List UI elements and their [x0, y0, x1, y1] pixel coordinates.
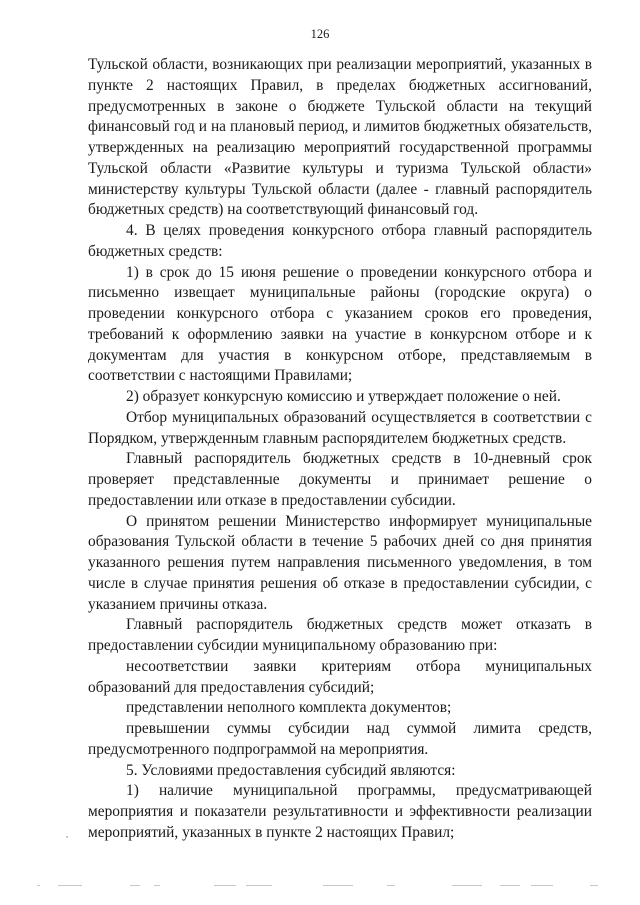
paragraph-selection: Отбор муниципальных образований осуществляется в соответствии с Порядком, утвержденным главным распорядителем бюджетных средств.: [88, 408, 592, 447]
paragraph-item-5: 5. Условиями предоставления субсидий являются:: [126, 761, 456, 779]
paragraph-refusal-2: представлении неполного комплекта документов;: [126, 699, 452, 717]
paragraph-item-4: 4. В целях проведения конкурсного отбора главный распорядитель бюджетных средств:: [88, 222, 592, 260]
paragraph-item-4-1: 1) в срок до 15 июня решение о проведении конкурсного отбора и письменно извещает муниципальные районы (городские округа) о проведении конкурсного отбора с указанием сроков его проведения, требований к оформлению заявки на участие в конкурсном отборе и к документам для участия в конкурсном отборе, представляемым в соответствии с настоящими Правилами;: [88, 263, 592, 385]
paragraph-item-5-1: 1) наличие муниципальной программы, предусматривающей мероприятия и показатели результативности и эффективности реализации мероприятий, указанных в пункте 2 настоящих Правил;: [88, 782, 592, 841]
paragraph-item-4-2: 2) образует конкурсную комиссию и утверждает положение о ней.: [126, 388, 561, 405]
paragraph-continuation: Тульской области, возникающих при реализации мероприятий, указанных в пункте 2 настоящих Правил, в пределах бюджетных ассигнований, предусмотренных в законе о бюджете Тульской области на текущий финансовый год и на плановый период, и лимитов бюджетных обязательств, утвержденных на реализацию мероприятий государственной программы Тульской области «Развитие культуры и туризма Тульской области» министерству культуры Тульской области (далее - главный распорядитель бюджетных средств) на соответствующий финансовый год.: [88, 56, 592, 219]
document-body: [88, 55, 592, 844]
paragraph-refusal-1: несоответствии заявки критериям отбора муниципальных образований для предоставления субсидий;: [88, 657, 592, 696]
page-number: 126: [310, 27, 330, 41]
paragraph-refusal-intro: Главный распорядитель бюджетных средств может отказать в предоставлении субсидии муниципальному образованию при:: [88, 616, 592, 654]
paragraph-notify: О принятом решении Министерство информирует муниципальные образования Тульской области в течение 5 рабочих дней со дня принятия указанного решения путем направления письменного уведомления, в том числе в случае принятия решения об отказе в предоставлении субсидии, с указанием причины отказа.: [88, 512, 592, 613]
paragraph-review: Главный распорядитель бюджетных средств в 10-дневный срок проверяет представленные документы и принимает решение о предоставлении или отказе в предоставлении субсидии.: [88, 450, 592, 509]
paragraph-refusal-3: превышении суммы субсидии над суммой лимита средств, предусмотренного подпрограммой на мероприятия.: [88, 720, 592, 758]
